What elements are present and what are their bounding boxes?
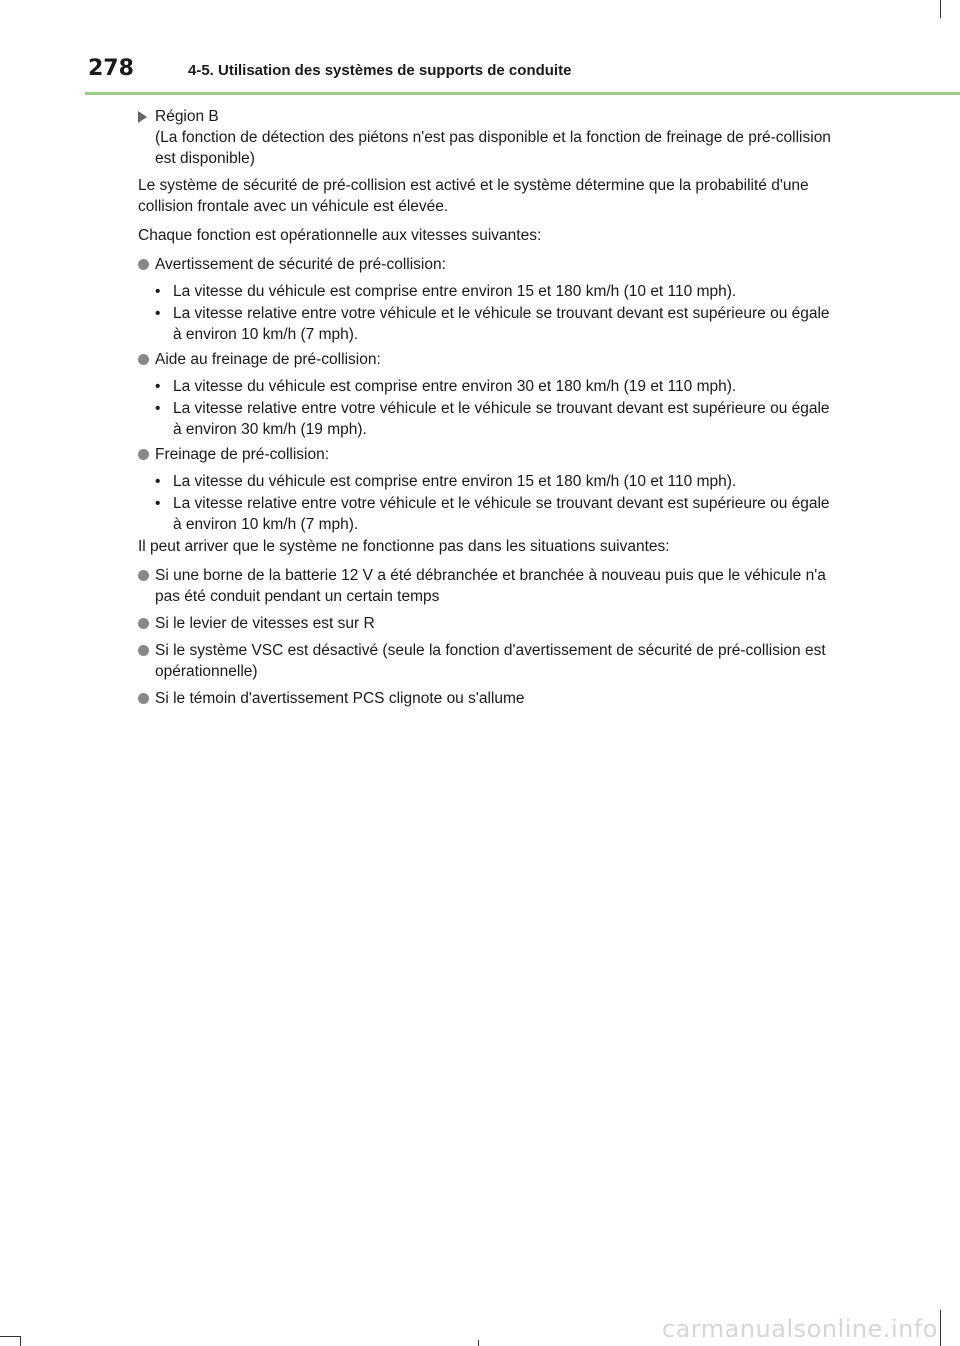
condition-item	[138, 303, 840, 345]
paragraph: Le système de sécurité de pré-collision est activé et le système détermine que la probabilité d'une collision frontale avec un véhicule est élevée.	[138, 177, 809, 215]
dot-icon: •	[155, 495, 161, 512]
situations-intro: Il peut arriver que le système ne fonctionne pas dans les situations suivantes:	[138, 538, 670, 555]
function-item	[138, 254, 840, 275]
crop-mark-bottom-left-v	[20, 1336, 21, 1346]
situation-text: Si le système VSC est désactivé (seule la fonction d'avertissement de sécurité de pré-collision est opérationnelle)	[155, 642, 826, 680]
crop-mark-bottom-right	[940, 1310, 941, 1346]
condition-text: La vitesse relative entre votre véhicule et le véhicule se trouvant devant est supérieure ou égale à environ 10 km/h (7 mph).	[173, 305, 830, 343]
circle-bullet-icon	[138, 645, 149, 656]
crop-mark-bottom-left-h	[0, 1336, 20, 1337]
condition-text: La vitesse du véhicule est comprise entre environ 30 et 180 km/h (19 et 110 mph).	[173, 378, 737, 395]
situation-item	[138, 613, 840, 634]
situation-text: Si le témoin d'avertissement PCS clignote ou s'allume	[155, 690, 525, 707]
function-label: Freinage de pré-collision:	[155, 446, 330, 463]
region-title: Région B	[155, 108, 219, 125]
function-conditions	[138, 471, 840, 535]
condition-item	[138, 398, 840, 440]
function-item	[138, 444, 840, 465]
circle-bullet-icon	[138, 693, 149, 704]
dot-icon: •	[155, 378, 161, 395]
circle-bullet-icon	[138, 618, 149, 629]
situation-item	[138, 640, 840, 682]
dot-icon: •	[155, 283, 161, 300]
condition-text: La vitesse du véhicule est comprise entre environ 15 et 180 km/h (10 et 110 mph).	[173, 473, 737, 490]
condition-item	[138, 493, 840, 535]
condition-item	[138, 471, 840, 492]
condition-text: La vitesse du véhicule est comprise entre environ 15 et 180 km/h (10 et 110 mph).	[173, 283, 737, 300]
section-title: 4-5. Utilisation des systèmes de supports de conduite	[188, 62, 572, 79]
dot-icon: •	[155, 473, 161, 490]
footer-watermark: carmanualsonline.info	[661, 1315, 938, 1343]
circle-bullet-icon	[138, 354, 149, 365]
page-number: 278	[88, 56, 134, 81]
situation-text: Si le levier de vitesses est sur R	[155, 615, 375, 632]
function-conditions	[138, 281, 840, 345]
header-rule	[85, 92, 960, 95]
condition-text: La vitesse relative entre votre véhicule et le véhicule se trouvant devant est supérieure ou égale à environ 30 km/h (19 mph).	[173, 400, 830, 438]
function-label: Avertissement de sécurité de pré-collision:	[155, 256, 446, 273]
condition-text: La vitesse relative entre votre véhicule et le véhicule se trouvant devant est supérieure ou égale à environ 10 km/h (7 mph).	[173, 495, 830, 533]
crop-mark-top-right	[940, 0, 941, 18]
dot-icon: •	[155, 400, 161, 417]
situation-text: Si une borne de la batterie 12 V a été débranchée et branchée à nouveau puis que le véhicule n'a pas été conduit pendant un certain temps	[155, 567, 826, 605]
function-label: Aide au freinage de pré-collision:	[155, 351, 381, 368]
circle-bullet-icon	[138, 570, 149, 581]
dot-icon: •	[155, 305, 161, 322]
situation-item	[138, 565, 840, 607]
region-note: (La fonction de détection des piétons n'est pas disponible et la fonction de freinage de pré-collision est disponible)	[155, 129, 831, 167]
page-content	[138, 106, 840, 715]
circle-bullet-icon	[138, 259, 149, 270]
crop-mark-bottom-center	[478, 1340, 479, 1346]
condition-item	[138, 376, 840, 397]
paragraph: Chaque fonction est opérationnelle aux vitesses suivantes:	[138, 227, 542, 244]
circle-bullet-icon	[138, 449, 149, 460]
triangle-arrow-icon	[138, 111, 147, 123]
situation-item	[138, 688, 840, 709]
condition-item	[138, 281, 840, 302]
function-conditions	[138, 376, 840, 440]
function-item	[138, 349, 840, 370]
region-heading	[138, 106, 840, 169]
